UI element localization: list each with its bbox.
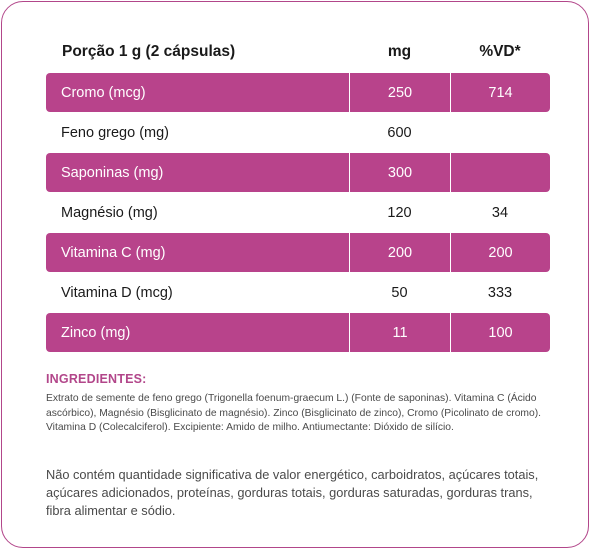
nutrient-mg: 50 xyxy=(391,284,408,301)
nutrient-vd xyxy=(450,113,550,152)
nutrition-card xyxy=(1,1,589,548)
nutrient-vd: 34 xyxy=(491,204,509,221)
table-row xyxy=(46,273,550,312)
table-row xyxy=(46,113,550,152)
header-mg: mg xyxy=(387,42,412,60)
header-vd: %VD* xyxy=(479,42,521,60)
nutrient-name: Feno grego (mg) xyxy=(61,124,169,141)
ingredients-title: INGREDIENTES: xyxy=(46,372,147,386)
nutrient-vd: 200 xyxy=(450,233,550,272)
table-row xyxy=(46,233,550,272)
nutrient-vd xyxy=(450,153,550,192)
nutrient-mg: 300 xyxy=(349,153,450,192)
nutrient-name: Saponinas (mg) xyxy=(61,164,164,181)
nutrient-name: Magnésio (mg) xyxy=(61,204,158,221)
table-row xyxy=(46,193,550,232)
table-header xyxy=(46,32,550,71)
ingredients-text: Extrato de semente de feno grego (Trigonella foenum-graecum L.) (Fonte de saponinas). Vitamina C (Ácido ascórbico), Magnésio (Bisglicinato de magnésio). Zinco (Bisglicinato de zinco), Cromo (Picolinato de cromo). Vitamina D (Colecalciferol). Excipiente: Amido de milho. Antiumectante: Dióxido de silício. xyxy=(46,393,542,433)
table-row xyxy=(46,313,550,352)
nutrition-note: Não contém quantidade significativa de valor energético, carboidratos, açúcares totais, açúcares adicionados, proteínas, gorduras totais, gorduras saturadas, gorduras trans, fibra alimentar e sódio. xyxy=(46,467,539,518)
table-row xyxy=(46,153,550,192)
nutrient-mg: 11 xyxy=(349,313,450,352)
nutrient-mg: 120 xyxy=(387,204,412,221)
nutrient-mg: 250 xyxy=(349,73,450,112)
table-row xyxy=(46,73,550,112)
nutrient-vd: 333 xyxy=(487,284,513,301)
nutrient-vd: 714 xyxy=(450,73,550,112)
header-portion: Porção 1 g (2 cápsulas) xyxy=(62,42,236,60)
nutrient-name: Zinco (mg) xyxy=(61,324,131,341)
nutrient-mg: 600 xyxy=(387,124,412,141)
nutrient-name: Vitamina D (mcg) xyxy=(61,284,173,301)
nutrient-name: Vitamina C (mg) xyxy=(61,244,166,261)
nutrient-name: Cromo (mcg) xyxy=(61,84,146,101)
nutrient-mg: 200 xyxy=(349,233,450,272)
nutrient-vd: 100 xyxy=(450,313,550,352)
